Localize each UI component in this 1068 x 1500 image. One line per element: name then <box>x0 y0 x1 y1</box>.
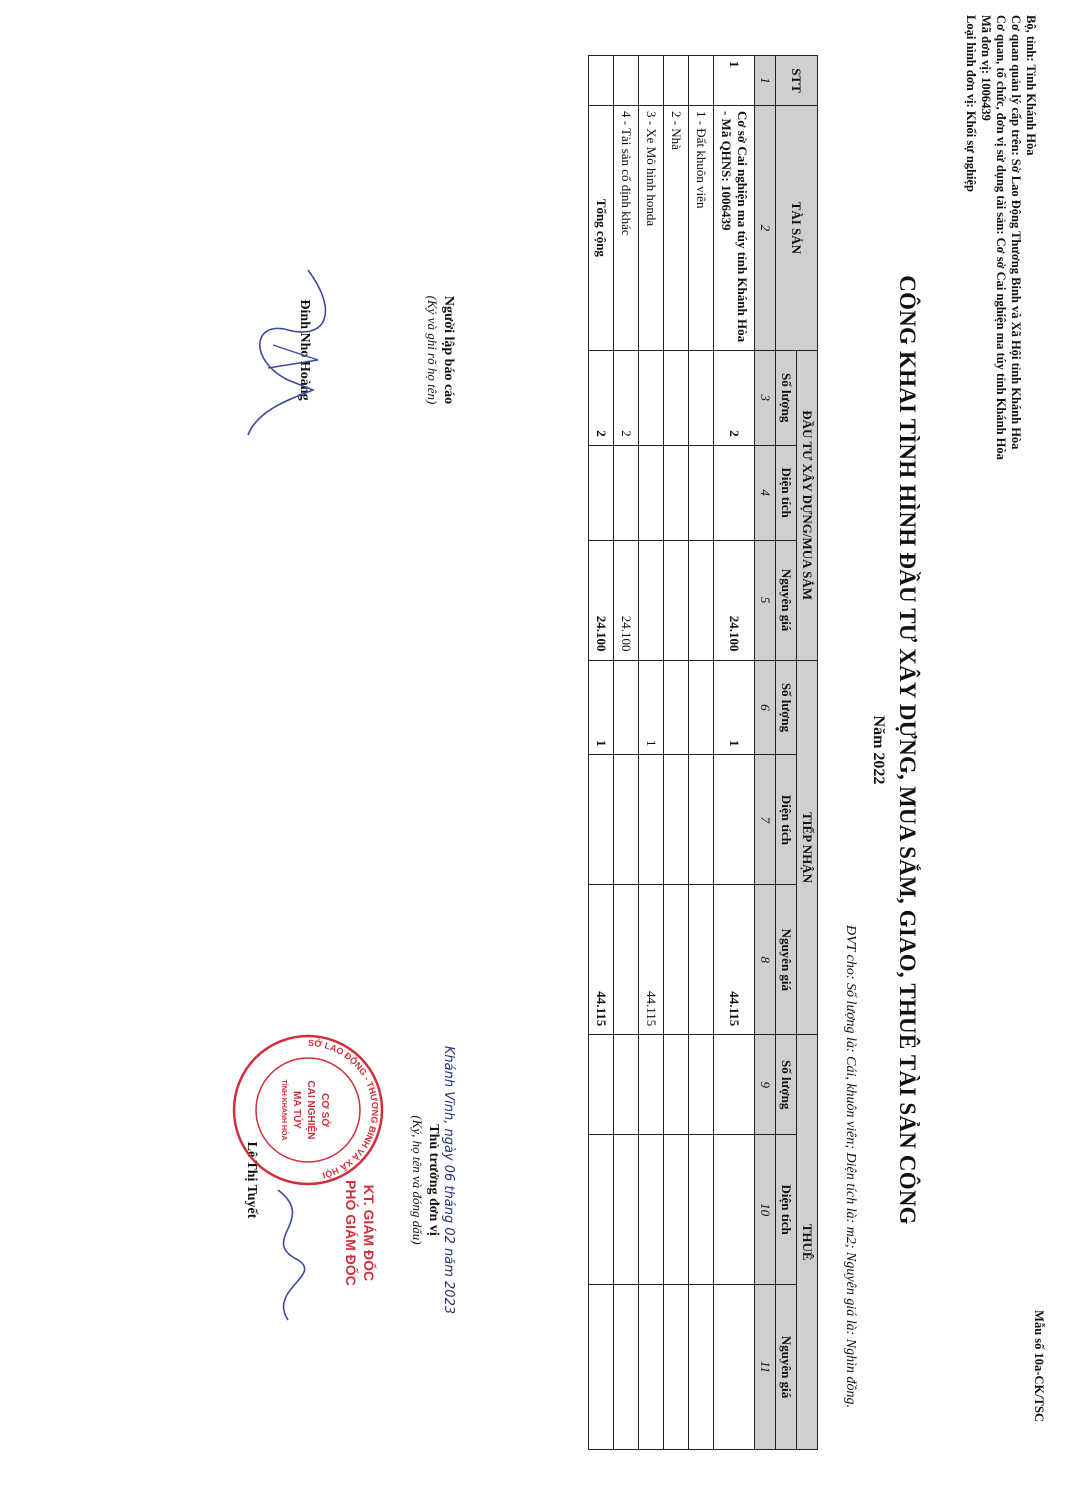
cell-receive-cost: 44.115 <box>639 885 664 1035</box>
total-receive-qty: 1 <box>589 660 614 755</box>
supervisor-line: Cơ quan quản lý cấp trên: Sở Lao Động Thương Binh và Xã Hội tỉnh Khánh Hòa <box>1009 15 1023 450</box>
total-invest-cost: 24.100 <box>589 540 614 660</box>
cell-receive-qty: 1 <box>639 660 664 755</box>
total-receive-cost: 44.115 <box>589 885 614 1035</box>
ministry-line: Bộ, tỉnh: Tỉnh Khánh Hòa <box>1024 15 1038 156</box>
cell-asset-name: Cơ sở Cai nghiện ma túy tỉnh Khánh Hòa - Mã QHNS: 1006439 <box>714 105 755 350</box>
cell-stt <box>614 56 639 106</box>
sub-qty: Số lượng <box>776 660 797 755</box>
asset-table <box>588 55 818 1450</box>
cell-invest-area <box>714 445 755 540</box>
preparer-role: Người lập báo cáo <box>441 295 456 405</box>
col-index: 1 <box>755 56 776 106</box>
cell-stt: 1 <box>714 56 755 106</box>
cell-invest-cost <box>664 540 689 660</box>
cell-stt <box>689 56 714 106</box>
total-label: Tổng cộng <box>589 105 614 350</box>
head-name: Lê Thị Tuyết <box>244 1141 259 1219</box>
cell-rent-area <box>689 1135 714 1285</box>
table-row <box>714 56 755 1450</box>
cell-asset-name: 3 - Xe Mô hình honda <box>639 105 664 350</box>
col-index: 8 <box>755 885 776 1035</box>
stamp-title-line: PHÓ GIÁM ĐỐC <box>343 1180 359 1286</box>
cell-receive-cost <box>664 885 689 1035</box>
cell-receive-cost <box>614 885 639 1035</box>
preparer-note: (Ký và ghi rõ họ tên) <box>425 295 440 405</box>
stamp-line: CƠ SỞ <box>319 1093 330 1127</box>
cell-receive-cost <box>689 885 714 1035</box>
cell-invest-cost: 24.100 <box>614 540 639 660</box>
stamp-title-line: KT. GIÁM ĐỐC <box>361 1184 377 1282</box>
cell-rent-qty <box>639 1035 664 1135</box>
cell-rent-qty <box>664 1035 689 1135</box>
unit-note: ĐVT cho: Số lượng là: Cái, khuôn viên; Diện tích là: m2; Nguyên giá là: Nghìn đồng. <box>843 924 858 1408</box>
sub-qty: Số lượng <box>776 1035 797 1135</box>
date-line: Khánh Vĩnh, ngày 06 tháng 02 năm 2023 <box>441 1045 456 1315</box>
cell-stt <box>664 56 689 106</box>
preparer-name: Đinh Nho Hoàng <box>297 299 312 401</box>
group-receive: TIẾP NHẬN <box>797 660 818 1035</box>
cell-receive-area <box>714 755 755 885</box>
cell-invest-qty: 2 <box>714 350 755 445</box>
total-rent-qty <box>589 1035 614 1135</box>
cell-invest-qty <box>689 350 714 445</box>
col-index: 7 <box>755 755 776 885</box>
col-index: 9 <box>755 1035 776 1135</box>
head-role: Thủ trưởng đơn vị <box>426 1124 441 1236</box>
total-row <box>589 56 614 1450</box>
unit-code-line: Mã đơn vị: 1006439 <box>979 15 993 121</box>
col-asset: TÀI SẢN <box>776 105 818 350</box>
cell-invest-cost <box>689 540 714 660</box>
table-row <box>614 56 639 1450</box>
cell-stt <box>639 56 664 106</box>
cell-invest-area <box>664 445 689 540</box>
official-stamp <box>228 1030 388 1190</box>
col-index: 6 <box>755 660 776 755</box>
cell-receive-area <box>689 755 714 885</box>
cell-receive-qty <box>614 660 639 755</box>
total-invest-area <box>589 445 614 540</box>
sub-qty: Số lượng <box>776 350 797 445</box>
stamp-line: CAI NGHIỆN <box>305 1080 316 1140</box>
cell-rent-cost <box>714 1285 755 1450</box>
cell-rent-qty <box>689 1035 714 1135</box>
cell-receive-cost: 44.115 <box>714 885 755 1035</box>
cell-invest-area <box>614 445 639 540</box>
stamp-line: MA TÚY <box>291 1091 302 1129</box>
cell-invest-cost: 24.100 <box>714 540 755 660</box>
col-index: 2 <box>755 105 776 350</box>
cell-rent-area <box>664 1135 689 1285</box>
cell-stt <box>589 56 614 106</box>
cell-receive-area <box>664 755 689 885</box>
stamp-title <box>342 1180 378 1286</box>
col-index: 5 <box>755 540 776 660</box>
cell-rent-area <box>614 1135 639 1285</box>
sub-area: Diện tích <box>776 1135 797 1285</box>
cell-receive-qty <box>664 660 689 755</box>
cell-receive-area <box>614 755 639 885</box>
col-index: 11 <box>755 1285 776 1450</box>
preparer-signature <box>228 250 348 450</box>
stamp-line: TỈNH KHÁNH HÒA <box>280 1079 287 1141</box>
cell-invest-qty <box>639 350 664 445</box>
table-row <box>639 56 664 1450</box>
total-invest-qty: 2 <box>589 350 614 445</box>
group-rent: THUÊ <box>797 1035 818 1450</box>
agency-line: Cơ quan, tổ chức, đơn vị sử dụng tài sản: Cơ sở Cai nghiện ma túy tỉnh Khánh Hòa <box>994 15 1008 460</box>
sub-cost: Nguyên giá <box>776 540 797 660</box>
stamp-ring-text: SỞ LAO ĐỘNG - THƯƠNG BINH VÀ XÃ HỘI <box>307 1037 381 1181</box>
cell-receive-qty: 1 <box>714 660 755 755</box>
table-row <box>664 56 689 1450</box>
cell-invest-qty: 2 <box>614 350 639 445</box>
sub-area: Diện tích <box>776 445 797 540</box>
cell-rent-qty <box>714 1035 755 1135</box>
head-signature <box>248 1180 328 1330</box>
sub-area: Diện tích <box>776 755 797 885</box>
sub-cost: Nguyên giá <box>776 885 797 1035</box>
col-stt: STT <box>776 56 818 106</box>
cell-rent-qty <box>614 1035 639 1135</box>
col-index: 4 <box>755 445 776 540</box>
group-invest: ĐẦU TƯ XÂY DỰNG/MUA SẮM <box>797 350 818 660</box>
cell-asset-name: 1 - Đất khuôn viên <box>689 105 714 350</box>
table-row <box>689 56 714 1450</box>
form-number: Mẫu số 10a-CK/TSC <box>1032 1310 1046 1422</box>
cell-rent-cost <box>639 1285 664 1450</box>
document-title: CÔNG KHAI TÌNH HÌNH ĐẦU TƯ XÂY DỰNG, MUA SẮM, GIAO, THUÊ TÀI SẢN CÔNG <box>895 275 920 1225</box>
col-index: 10 <box>755 1135 776 1285</box>
cell-rent-cost <box>664 1285 689 1450</box>
document-header <box>963 15 1038 460</box>
cell-receive-area <box>639 755 664 885</box>
col-index: 3 <box>755 350 776 445</box>
total-receive-area <box>589 755 614 885</box>
cell-rent-cost <box>689 1285 714 1450</box>
cell-rent-cost <box>614 1285 639 1450</box>
cell-invest-qty <box>664 350 689 445</box>
total-rent-area <box>589 1135 614 1285</box>
cell-receive-qty <box>689 660 714 755</box>
cell-asset-name: 4 - Tài sản cố định khác <box>614 105 639 350</box>
total-rent-cost <box>589 1285 614 1450</box>
cell-rent-area <box>639 1135 664 1285</box>
cell-invest-area <box>689 445 714 540</box>
cell-invest-area <box>639 445 664 540</box>
report-year: Năm 2022 <box>870 715 887 785</box>
cell-invest-cost <box>639 540 664 660</box>
cell-asset-name: 2 - Nhà <box>664 105 689 350</box>
unit-type-line: Loại hình đơn vị: Khối sự nghiệp <box>964 15 978 192</box>
sub-cost: Nguyên giá <box>776 1285 797 1450</box>
cell-rent-area <box>714 1135 755 1285</box>
head-note: (Ký, họ tên và đóng dấu) <box>410 1115 425 1245</box>
